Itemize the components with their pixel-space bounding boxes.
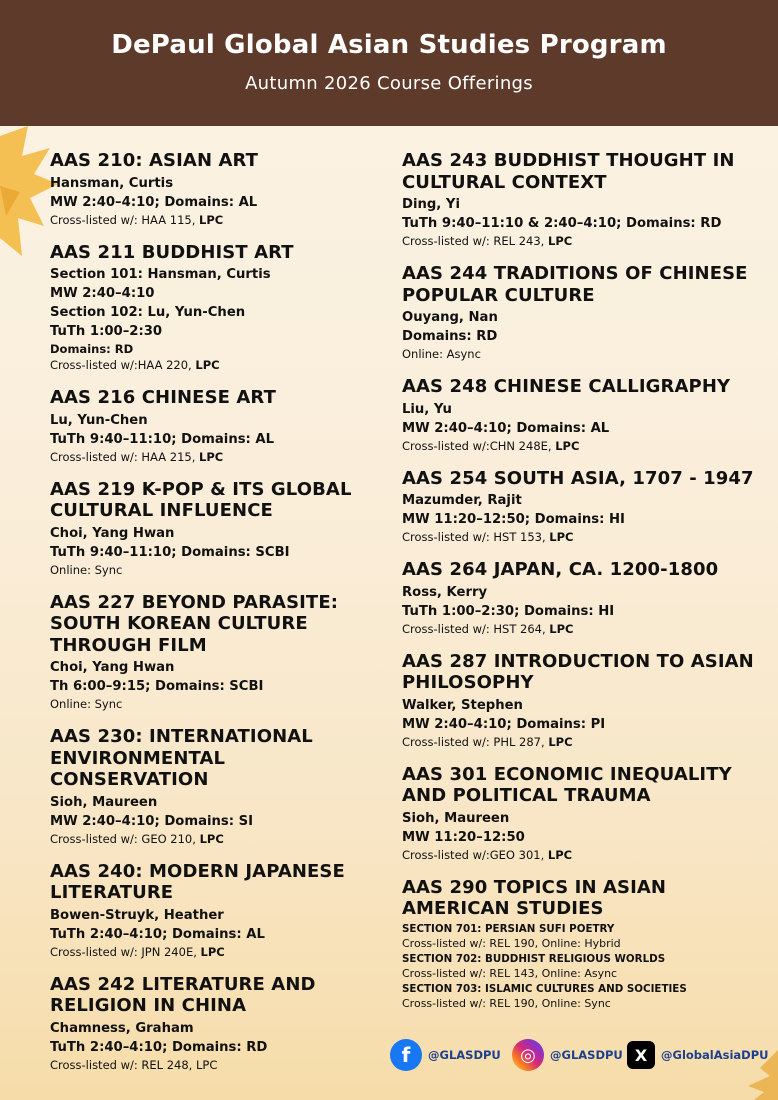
section-name: SECTION 702: BUDDHIST RELIGIOUS WORLDS bbox=[402, 952, 666, 965]
course-line: Sioh, Maureen bbox=[402, 810, 510, 826]
course-title: AAS 254 SOUTH ASIA, 1707 - 1947 bbox=[402, 467, 754, 489]
course-item bbox=[50, 974, 385, 1074]
course-line: TuTh 1:00–2:30; Domains: HI bbox=[402, 603, 615, 619]
course-line: MW 2:40–4:10; Domains: PI bbox=[402, 716, 606, 732]
social-handle: @GLASDPU bbox=[550, 1048, 623, 1062]
course-title: AAS 211 BUDDHIST ART bbox=[50, 241, 294, 263]
course-line: MW 2:40–4:10; Domains: AL bbox=[50, 194, 258, 210]
course-item bbox=[50, 387, 385, 466]
course-line: MW 11:20–12:50; Domains: HI bbox=[402, 512, 625, 527]
course-line: Section 102: Lu, Yun-Chen bbox=[50, 305, 246, 320]
section-detail: Cross-listed w/: REL 190, Online: Hybrid bbox=[402, 936, 621, 950]
course-line: MW 2:40–4:10 bbox=[50, 286, 155, 301]
course-title: AAS 248 CHINESE CALLIGRAPHY bbox=[402, 376, 731, 397]
cross-listed: Cross-listed w/: REL 248, LPC bbox=[50, 1057, 218, 1072]
course-title: AAS 210: ASIAN ART bbox=[50, 150, 259, 171]
course-item bbox=[50, 861, 385, 961]
course-line: Lu, Yun-Chen bbox=[50, 412, 148, 428]
section-detail: Cross-listed w/: REL 190, Online: Sync bbox=[402, 996, 611, 1010]
course-item bbox=[50, 592, 385, 714]
course-line: Th 6:00–9:15; Domains: SCBI bbox=[50, 679, 264, 694]
course-title: AAS 230: INTERNATIONAL ENVIRONMENTAL CONSERVATION bbox=[50, 726, 313, 790]
course-item bbox=[402, 651, 762, 751]
course-title: AAS 216 CHINESE ART bbox=[50, 387, 276, 408]
course-title: AAS 287 INTRODUCTION TO ASIAN PHILOSOPHY bbox=[402, 650, 754, 693]
course-item bbox=[50, 479, 385, 579]
course-title: AAS 240: MODERN JAPANESE LITERATURE bbox=[50, 860, 345, 903]
page-subtitle: Autumn 2026 Course Offerings bbox=[245, 73, 533, 94]
instagram-icon: ◎ bbox=[512, 1039, 544, 1071]
course-item bbox=[402, 376, 762, 455]
course-line: Bowen-Struyk, Heather bbox=[50, 907, 224, 923]
cross-listed: Cross-listed w/: JPN 240E, LPC bbox=[50, 944, 225, 959]
cross-listed: Cross-listed w/:GEO 301, LPC bbox=[402, 847, 573, 862]
online-format: Online: Async bbox=[402, 347, 481, 361]
course-line: MW 11:20–12:50 bbox=[402, 829, 525, 845]
course-line: TuTh 1:00–2:30 bbox=[50, 324, 163, 339]
cross-listed: Cross-listed w/: HAA 115, LPC bbox=[50, 212, 224, 227]
course-title: AAS 301 ECONOMIC INEQUALITY AND POLITICAL TRAUMA bbox=[402, 763, 732, 806]
course-line: TuTh 9:40–11:10 & 2:40–4:10; Domains: RD bbox=[402, 216, 722, 231]
course-line: TuTh 9:40–11:10; Domains: SCBI bbox=[50, 544, 290, 560]
course-line: Ouyang, Nan bbox=[402, 310, 498, 325]
cross-listed: Cross-listed w/: HAA 215, LPC bbox=[50, 449, 224, 464]
course-item bbox=[402, 764, 762, 864]
cross-listed: Cross-listed w/: PHL 287, LPC bbox=[402, 734, 573, 749]
cross-listed: Cross-listed w/:CHN 248E, LPC bbox=[402, 438, 580, 453]
course-line: Liu, Yu bbox=[402, 401, 452, 417]
course-line: Walker, Stephen bbox=[402, 697, 523, 713]
course-item bbox=[50, 242, 385, 375]
course-line: Chamness, Graham bbox=[50, 1020, 194, 1036]
right-column bbox=[402, 150, 762, 1024]
cross-listed: Cross-listed w/: HST 264, LPC bbox=[402, 621, 574, 636]
social-instagram[interactable] bbox=[512, 1038, 623, 1072]
course-item bbox=[402, 263, 762, 363]
online-format: Online: Sync bbox=[50, 697, 123, 711]
cross-listed: Cross-listed w/:HAA 220, LPC bbox=[50, 358, 220, 372]
social-x[interactable] bbox=[627, 1038, 768, 1072]
facebook-icon: f bbox=[390, 1039, 422, 1071]
course-title: AAS 243 BUDDHIST THOUGHT IN CULTURAL CONTEXT bbox=[402, 150, 735, 193]
course-line: Section 101: Hansman, Curtis bbox=[50, 267, 271, 282]
page-title: DePaul Global Asian Studies Program bbox=[111, 30, 667, 60]
course-line: TuTh 2:40–4:10; Domains: AL bbox=[50, 926, 265, 942]
course-line: Hansman, Curtis bbox=[50, 175, 174, 191]
left-column bbox=[50, 150, 385, 1087]
course-item bbox=[50, 150, 385, 229]
course-title: AAS 227 BEYOND PARASITE: SOUTH KOREAN CULTURE THROUGH FILM bbox=[50, 591, 339, 656]
course-title: AAS 290 TOPICS IN ASIAN AMERICAN STUDIES bbox=[402, 876, 667, 919]
section-name: SECTION 701: PERSIAN SUFI POETRY bbox=[402, 922, 615, 935]
topics-course bbox=[402, 877, 762, 1011]
course-line: Domains: RD bbox=[402, 329, 498, 344]
course-item bbox=[402, 150, 762, 250]
course-title: AAS 264 JAPAN, CA. 1200-1800 bbox=[402, 559, 719, 580]
x-icon: X bbox=[627, 1041, 655, 1069]
cross-listed: Cross-listed w/: REL 243, LPC bbox=[402, 234, 573, 248]
course-line: Mazumder, Rajit bbox=[402, 493, 522, 508]
cross-listed: Cross-listed w/: HST 153, LPC bbox=[402, 530, 574, 544]
social-facebook[interactable] bbox=[390, 1038, 501, 1072]
course-line: Choi, Yang Hwan bbox=[50, 660, 175, 675]
course-title: AAS 219 K-POP & ITS GLOBAL CULTURAL INFLUENCE bbox=[50, 478, 352, 521]
social-handle: @GlobalAsiaDPU bbox=[661, 1048, 769, 1062]
page-header bbox=[0, 0, 778, 126]
course-line: MW 2:40–4:10; Domains: AL bbox=[402, 420, 610, 436]
section-detail: Cross-listed w/: REL 143, Online: Async bbox=[402, 966, 618, 980]
course-title: AAS 244 TRADITIONS OF CHINESE POPULAR CULTURE bbox=[402, 263, 748, 306]
section-name: SECTION 703: ISLAMIC CULTURES AND SOCIETIES bbox=[402, 982, 687, 995]
course-item bbox=[402, 468, 762, 547]
course-line: MW 2:40–4:10; Domains: SI bbox=[50, 813, 253, 829]
course-line: Sioh, Maureen bbox=[50, 794, 158, 810]
course-line: TuTh 9:40–11:10; Domains: AL bbox=[50, 431, 275, 447]
course-title: AAS 242 LITERATURE AND RELIGION IN CHINA bbox=[50, 973, 316, 1016]
course-line: Ding, Yi bbox=[402, 197, 460, 212]
course-item bbox=[402, 559, 762, 638]
social-handle: @GLASDPU bbox=[428, 1048, 501, 1062]
cross-listed: Cross-listed w/: GEO 210, LPC bbox=[50, 831, 224, 846]
course-line: Ross, Kerry bbox=[402, 584, 488, 600]
course-line: Choi, Yang Hwan bbox=[50, 525, 175, 541]
course-item bbox=[50, 726, 385, 848]
course-domains: Domains: RD bbox=[50, 342, 134, 356]
online-format: Online: Sync bbox=[50, 562, 123, 577]
course-line: TuTh 2:40–4:10; Domains: RD bbox=[50, 1039, 268, 1055]
